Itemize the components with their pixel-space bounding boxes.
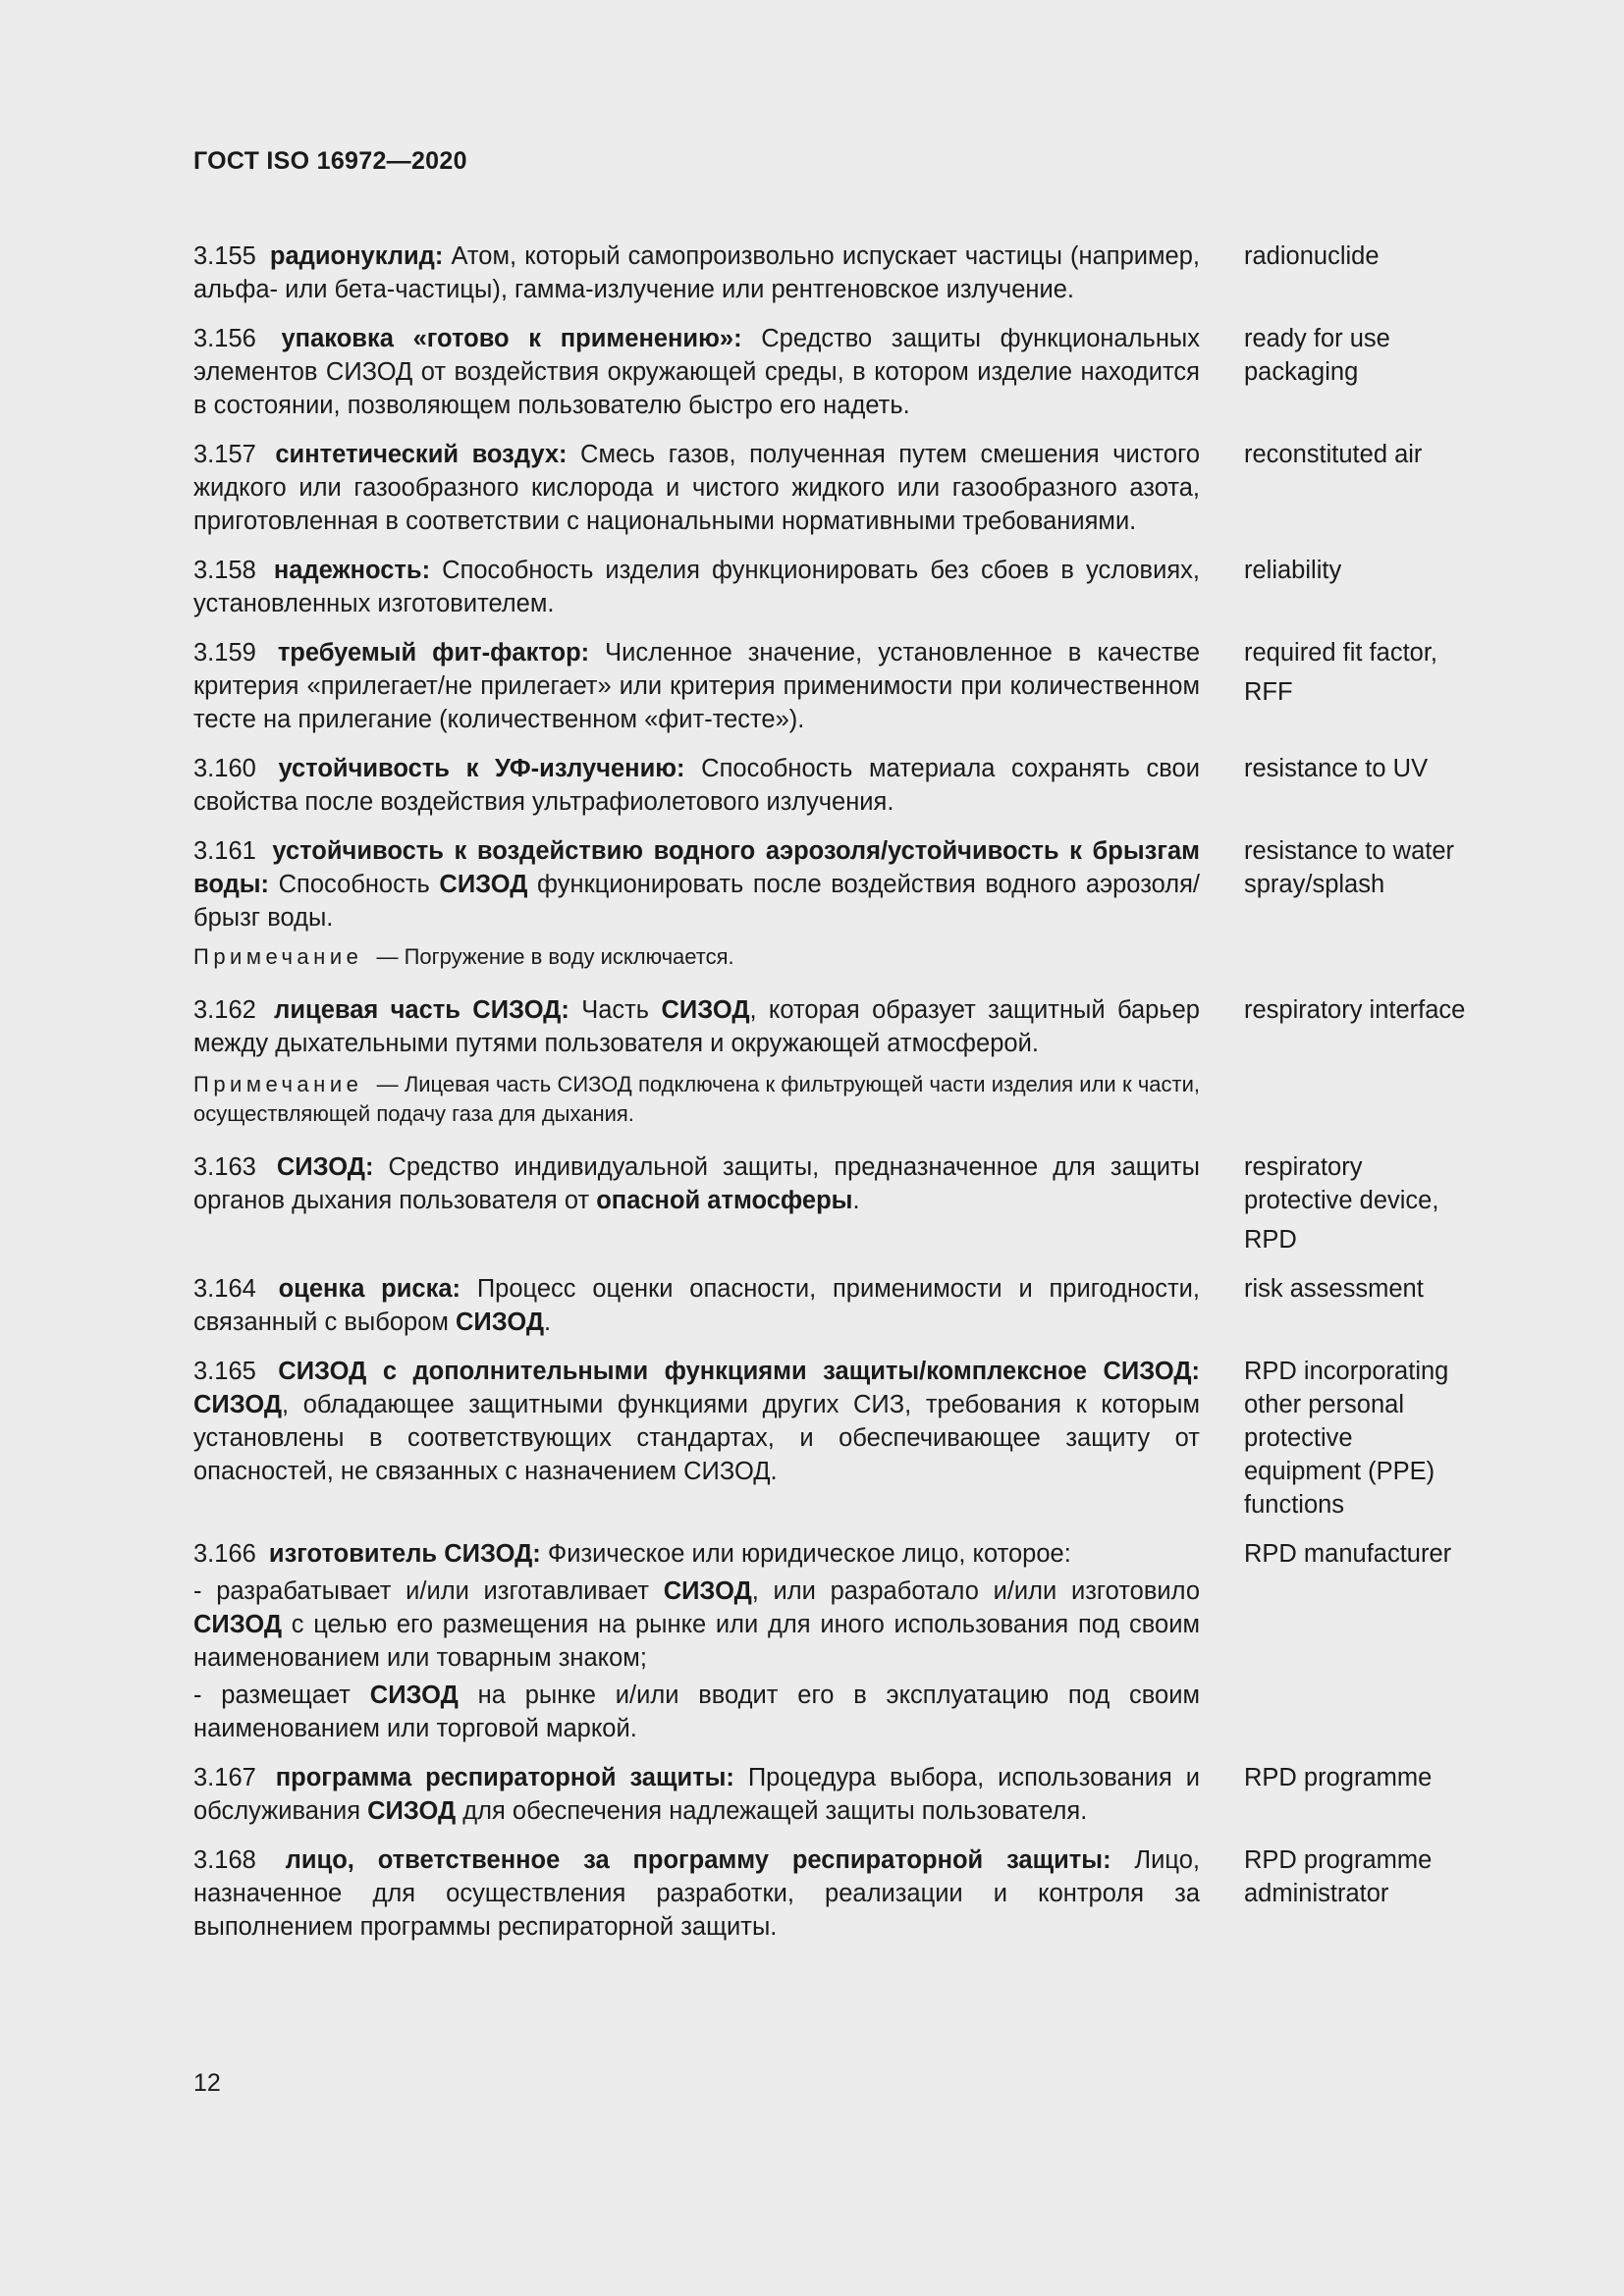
term-number: 3.161	[193, 837, 256, 865]
term-name: СИЗОД с дополнительными функциями защиты/комплексное СИЗОД:	[278, 1358, 1200, 1385]
term-definition	[193, 834, 1200, 934]
term-definition	[193, 1843, 1200, 1944]
term-number: 3.162	[193, 996, 256, 1024]
term-name: лицо, ответственное за программу респираторной защиты:	[285, 1846, 1111, 1874]
english-equivalent	[1244, 834, 1499, 901]
english-term: radionuclide	[1244, 242, 1380, 270]
english-term: RFF	[1244, 678, 1293, 706]
list-item-text: - размещает	[193, 1682, 351, 1709]
term-text: Лицо, назначенное для осуществления разработки, реализации и контроля за выполнением программы респираторной защиты.	[193, 1846, 1200, 1941]
list-item	[193, 1679, 1200, 1745]
term-entry-3-157	[193, 438, 1499, 538]
term-entry-3-163	[193, 1150, 1499, 1256]
term-text: Средство индивидуальной защиты, предназначенное для защиты органов дыхания пользователя от	[193, 1153, 1200, 1214]
term-name: надежность:	[273, 557, 431, 584]
english-term: reliability	[1244, 557, 1342, 584]
english-equivalent	[1244, 1537, 1499, 1571]
note-label: Примечание	[193, 944, 363, 969]
term-bold-ref: опасной атмосферы	[596, 1187, 853, 1214]
term-number: 3.166	[193, 1540, 256, 1568]
term-number: 3.168	[193, 1846, 256, 1874]
term-text: функционировать после воздействия водного аэрозоля/брызг воды.	[193, 871, 1201, 932]
term-entry-3-168	[193, 1843, 1499, 1944]
term-text: Физическое или юридическое лицо, которое:	[547, 1540, 1071, 1568]
english-equivalent	[1244, 636, 1499, 709]
english-term: RPD incorporating	[1244, 1358, 1449, 1385]
term-text: Атом, который самопроизвольно испускает частицы (например, альфа- или бета-частицы), гамма-излучение или рентгеновское излучение.	[193, 242, 1201, 303]
term-definition	[193, 554, 1200, 620]
term-text: Смесь газов, полученная путем смешения чистого жидкого или газообразного кислорода и чистого жидкого или газообразного азота, приготовленная в соответствии с национальными нормативными требованиями.	[193, 441, 1201, 535]
term-text: Процедура выбора, использования и обслуживания	[193, 1764, 1200, 1825]
english-term: packaging	[1244, 358, 1359, 386]
english-term: risk assessment	[1244, 1275, 1424, 1303]
term-text: для обеспечения надлежащей защиты пользователя.	[462, 1797, 1088, 1825]
term-bold-ref: СИЗОД	[439, 871, 528, 898]
list-item-text: на рынке и/или вводит его в эксплуатацию под своим наименованием или торговой маркой.	[193, 1682, 1200, 1742]
english-equivalent	[1244, 1272, 1499, 1306]
term-definition	[193, 993, 1200, 1060]
term-name: требуемый фит-фактор:	[277, 639, 590, 667]
term-number: 3.165	[193, 1358, 256, 1385]
english-term: functions	[1244, 1491, 1345, 1519]
terms-list	[193, 240, 1499, 1959]
term-name: радионуклид:	[269, 242, 444, 270]
term-definition	[193, 1537, 1200, 1745]
english-term: protective device,	[1244, 1187, 1439, 1214]
term-entry-3-158	[193, 554, 1499, 620]
term-number: 3.163	[193, 1153, 256, 1181]
term-entry-3-164	[193, 1272, 1499, 1339]
english-term: equipment (PPE)	[1244, 1458, 1435, 1485]
english-equivalent	[1244, 322, 1499, 389]
english-equivalent	[1244, 240, 1499, 273]
english-equivalent	[1244, 993, 1519, 1027]
english-term: resistance to UV	[1244, 755, 1429, 782]
term-number: 3.157	[193, 441, 256, 468]
page-number: 12	[193, 2069, 221, 2097]
term-text: Способность	[278, 871, 430, 898]
term-entry-3-159	[193, 636, 1499, 736]
term-name: синтетический воздух:	[275, 441, 568, 468]
term-name: оценка риска:	[278, 1275, 461, 1303]
list-item	[193, 1575, 1200, 1675]
term-text: Процесс оценки опасности, применимости и пригодности, связанный с выбором	[193, 1275, 1200, 1336]
term-name: изготовитель СИЗОД:	[268, 1540, 541, 1568]
list-item-text: , или разработало и/или изготовило	[751, 1577, 1200, 1605]
term-definition	[193, 1150, 1200, 1217]
term-definition	[193, 240, 1200, 306]
term-name: упаковка «готово к применению»:	[281, 325, 742, 352]
term-name: устойчивость к воздействию водного аэрозоля/устойчивость к брызгам воды:	[193, 837, 1200, 898]
english-term: administrator	[1244, 1880, 1389, 1907]
term-definition	[193, 322, 1200, 422]
note-text: — Лицевая часть СИЗОД подключена к фильтрующей части изделия или к части, осуществляющей подачу газа для дыхания.	[193, 1072, 1200, 1126]
note-text: — Погружение в воду исключается.	[376, 944, 734, 969]
term-text: Численное значение, установленное в качестве критерия «прилегает/не прилегает» или критерия применимости при количественном тесте на прилегание (количественном «фит-тесте»).	[193, 639, 1200, 733]
term-name: устойчивость к УФ-излучению:	[278, 755, 685, 782]
term-entry-3-162	[193, 993, 1499, 1060]
term-text: , обладающее защитными функциями других СИЗ, требования к которым установлены в соответствующих стандартах, и обеспечивающее защиту от опасностей, не связанных с назначением СИЗОД.	[193, 1391, 1200, 1485]
term-definition	[193, 752, 1200, 819]
term-bold-ref: СИЗОД	[663, 1577, 752, 1605]
term-note	[193, 1070, 1200, 1129]
english-equivalent	[1244, 438, 1499, 471]
english-term: RPD manufacturer	[1244, 1540, 1452, 1568]
term-bold-ref: СИЗОД	[367, 1797, 457, 1825]
english-equivalent	[1244, 1355, 1499, 1522]
term-entry-3-155	[193, 240, 1499, 306]
term-bold-ref: СИЗОД	[456, 1308, 545, 1336]
term-bold-ref: СИЗОД	[661, 996, 750, 1024]
term-entry-3-167	[193, 1761, 1499, 1828]
term-definition	[193, 636, 1200, 736]
term-definition	[193, 1355, 1200, 1488]
list-item-text: - разрабатывает и/или изготавливает	[193, 1577, 649, 1605]
term-bold-ref: СИЗОД	[193, 1391, 283, 1418]
english-term: other personal	[1244, 1391, 1405, 1418]
term-name: программа респираторной защиты:	[275, 1764, 734, 1791]
term-entry-3-161	[193, 834, 1499, 934]
term-bold-ref: СИЗОД	[193, 1611, 283, 1638]
term-definition	[193, 438, 1200, 538]
english-term: required fit factor,	[1244, 639, 1438, 667]
english-term: RPD programme	[1244, 1764, 1433, 1791]
english-equivalent	[1244, 554, 1499, 587]
term-definition	[193, 1272, 1200, 1339]
english-term: protective	[1244, 1424, 1353, 1452]
term-number: 3.158	[193, 557, 256, 584]
english-term: RPD programme	[1244, 1846, 1433, 1874]
english-term: ready for use	[1244, 325, 1390, 352]
english-term: resistance to water	[1244, 837, 1455, 865]
term-text: .	[852, 1187, 860, 1214]
term-definition	[193, 1761, 1200, 1828]
note-label: Примечание	[193, 1072, 363, 1096]
english-equivalent	[1244, 1843, 1499, 1910]
term-entry-3-166	[193, 1537, 1499, 1745]
document-header: ГОСТ ISO 16972—2020	[193, 147, 467, 175]
term-entry-3-156	[193, 322, 1499, 422]
term-entry-3-160	[193, 752, 1499, 819]
term-number: 3.167	[193, 1764, 256, 1791]
term-number: 3.160	[193, 755, 256, 782]
term-number: 3.164	[193, 1275, 256, 1303]
english-term: RPD	[1244, 1226, 1297, 1254]
term-name: СИЗОД:	[276, 1153, 374, 1181]
term-entry-3-165	[193, 1355, 1499, 1522]
term-note	[193, 942, 1200, 972]
list-item-text: с целью его размещения на рынке или для иного использования под своим наименованием или товарным знаком;	[193, 1611, 1200, 1672]
english-equivalent	[1244, 752, 1499, 785]
term-text: Способность материала сохранять свои свойства после воздействия ультрафиолетового излучения.	[193, 755, 1200, 816]
term-text: , которая образует защитный барьер между дыхательными путями пользователя и окружающей атмосферой.	[193, 996, 1200, 1057]
english-term: respiratory	[1244, 1153, 1363, 1181]
term-text: Средство защиты функциональных элементов СИЗОД от воздействия окружающей среды, в котором изделие находится в состоянии, позволяющем пользователю быстро его надеть.	[193, 325, 1200, 419]
term-text: Часть	[581, 996, 650, 1024]
english-equivalent	[1244, 1761, 1499, 1794]
term-name: лицевая часть СИЗОД:	[274, 996, 569, 1024]
term-number: 3.156	[193, 325, 256, 352]
english-term: spray/splash	[1244, 871, 1385, 898]
english-term: reconstituted air	[1244, 441, 1423, 468]
term-text: Способность изделия функционировать без сбоев в условиях, установленных изготовителем.	[193, 557, 1200, 617]
term-number: 3.155	[193, 242, 256, 270]
english-term: respiratory interface	[1244, 996, 1466, 1024]
term-bold-ref: СИЗОД	[369, 1682, 459, 1709]
term-text: .	[544, 1308, 552, 1336]
english-equivalent	[1244, 1150, 1499, 1256]
term-number: 3.159	[193, 639, 256, 667]
